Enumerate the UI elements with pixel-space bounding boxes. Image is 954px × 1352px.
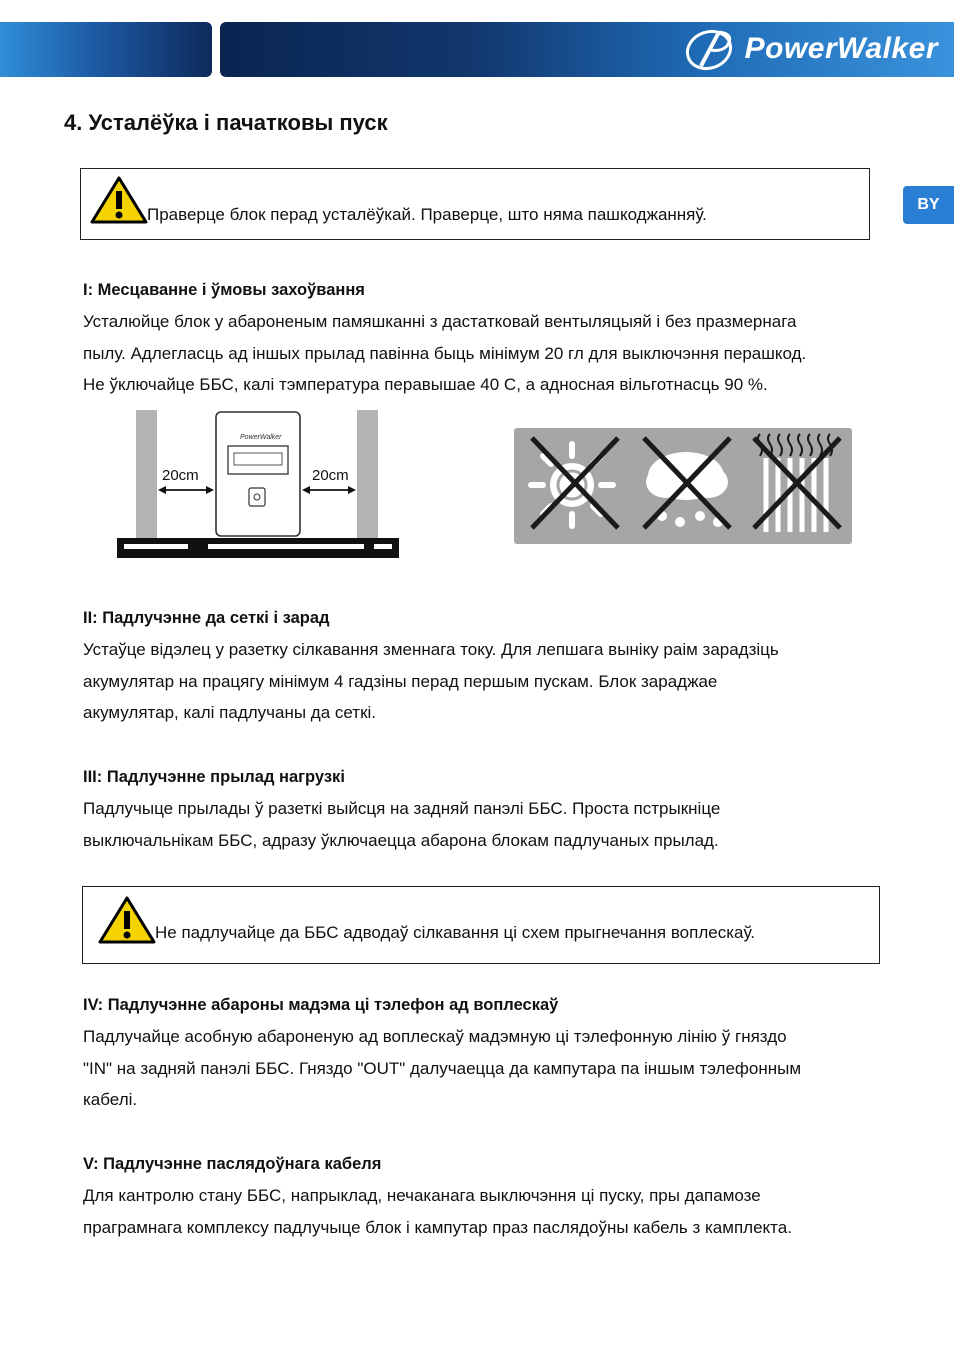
brand-name: PowerWalker [744, 32, 938, 65]
page-title: 4. Усталёўка і пачатковы пуск [64, 110, 388, 135]
section-line: Для кантролю стану ББС, напрыклад, нечаканага выключэння ці пуску, пры дапамозе [83, 1186, 761, 1205]
brand-logo [679, 26, 938, 72]
warning-triangle-icon [97, 895, 157, 947]
section-line: акумулятар на працягу мінімум 4 гадзіны перад першым пускам. Блок зараджае [83, 671, 718, 691]
warning-box [82, 886, 880, 964]
warning-text: Не падлучайце да ББС адводаў сілкавання ці схем прыгнечання воплескаў. [155, 923, 756, 942]
section-line: Падлучыце прылады ў разеткі выйсця на задняй панэлі ББС. Проста пстрыкніце [83, 799, 721, 818]
warning-box [80, 168, 870, 240]
ups-lcd [228, 446, 288, 474]
section-power-charging [83, 609, 893, 729]
section-line: пылу. Адлегласць ад іншых прылад павінна быць мінімум 20 гл для выключэння перашкод. [83, 343, 807, 363]
no-sunlight-icon [531, 438, 618, 528]
section-line: Не ўключайце ББС, калі тэмпература перавышае 40 C, а адносная вільготнасць 90 %. [83, 375, 768, 394]
section-title: III: Падлучэнне прылад нагрузкі [83, 768, 345, 786]
header-bar [220, 22, 954, 77]
section-modem-protection [83, 996, 893, 1116]
power-button-icon [249, 488, 265, 506]
section-title: V: Падлучэнне паслядоўнага кабеля [83, 1155, 382, 1173]
section-line: Усталюйце блок у абароненым памяшканні з дастатковай вентыляцыяй і без празмернага [83, 312, 797, 331]
section-line: акумулятар, калі падлучаны да сеткі. [83, 703, 377, 722]
ups-logo-text: PowerWalker [240, 434, 282, 441]
power-swoosh-icon [679, 26, 745, 72]
section-line: праграмнага комплексу падлучыце блок і кампутар праз паслядоўны кабель з камплекта. [83, 1217, 792, 1237]
section-title: II: Падлучэнне да сеткі і зарад [83, 609, 330, 627]
clearance-diagram [116, 408, 400, 560]
section-title: IV: Падлучэнне абароны мадэма ці тэлефон ад воплескаў [83, 996, 559, 1014]
section-line: выключальнікам ББС, адразу ўключаецца абарона блокам падлучаных прылад. [83, 830, 719, 850]
section-load-devices [83, 768, 893, 856]
warning-triangle-icon [89, 175, 149, 227]
section-line: кабелі. [83, 1090, 138, 1109]
right-gap-label: 20cm [312, 467, 349, 484]
section-line: "IN" на задняй панэлі ББС. Гняздо "OUT" далучаецца да кампутара па іншым тэлефонным [83, 1058, 802, 1078]
right-wall [357, 410, 378, 540]
section-title: I: Месцаванне і ўмовы захоўвання [83, 281, 365, 299]
left-wall [136, 410, 157, 540]
section-line: Устаўце відэлец у разетку сілкавання зменнага току. Для лепшага выніку раім зарадзіць [83, 640, 779, 659]
header-bar-left [0, 22, 212, 77]
language-tab[interactable]: BY [903, 186, 954, 224]
section-serial-cable [83, 1155, 893, 1243]
environment-warnings [514, 428, 852, 544]
section-placement [83, 281, 893, 401]
left-gap-label: 20cm [162, 467, 199, 484]
warning-text: Праверце блок перад усталёўкай. Праверце, што няма пашкоджанняў. [147, 205, 707, 224]
section-line: Падлучайце асобную абароненую ад воплескаў мадэмную ці тэлефонную лінію ў гняздо [83, 1027, 787, 1046]
